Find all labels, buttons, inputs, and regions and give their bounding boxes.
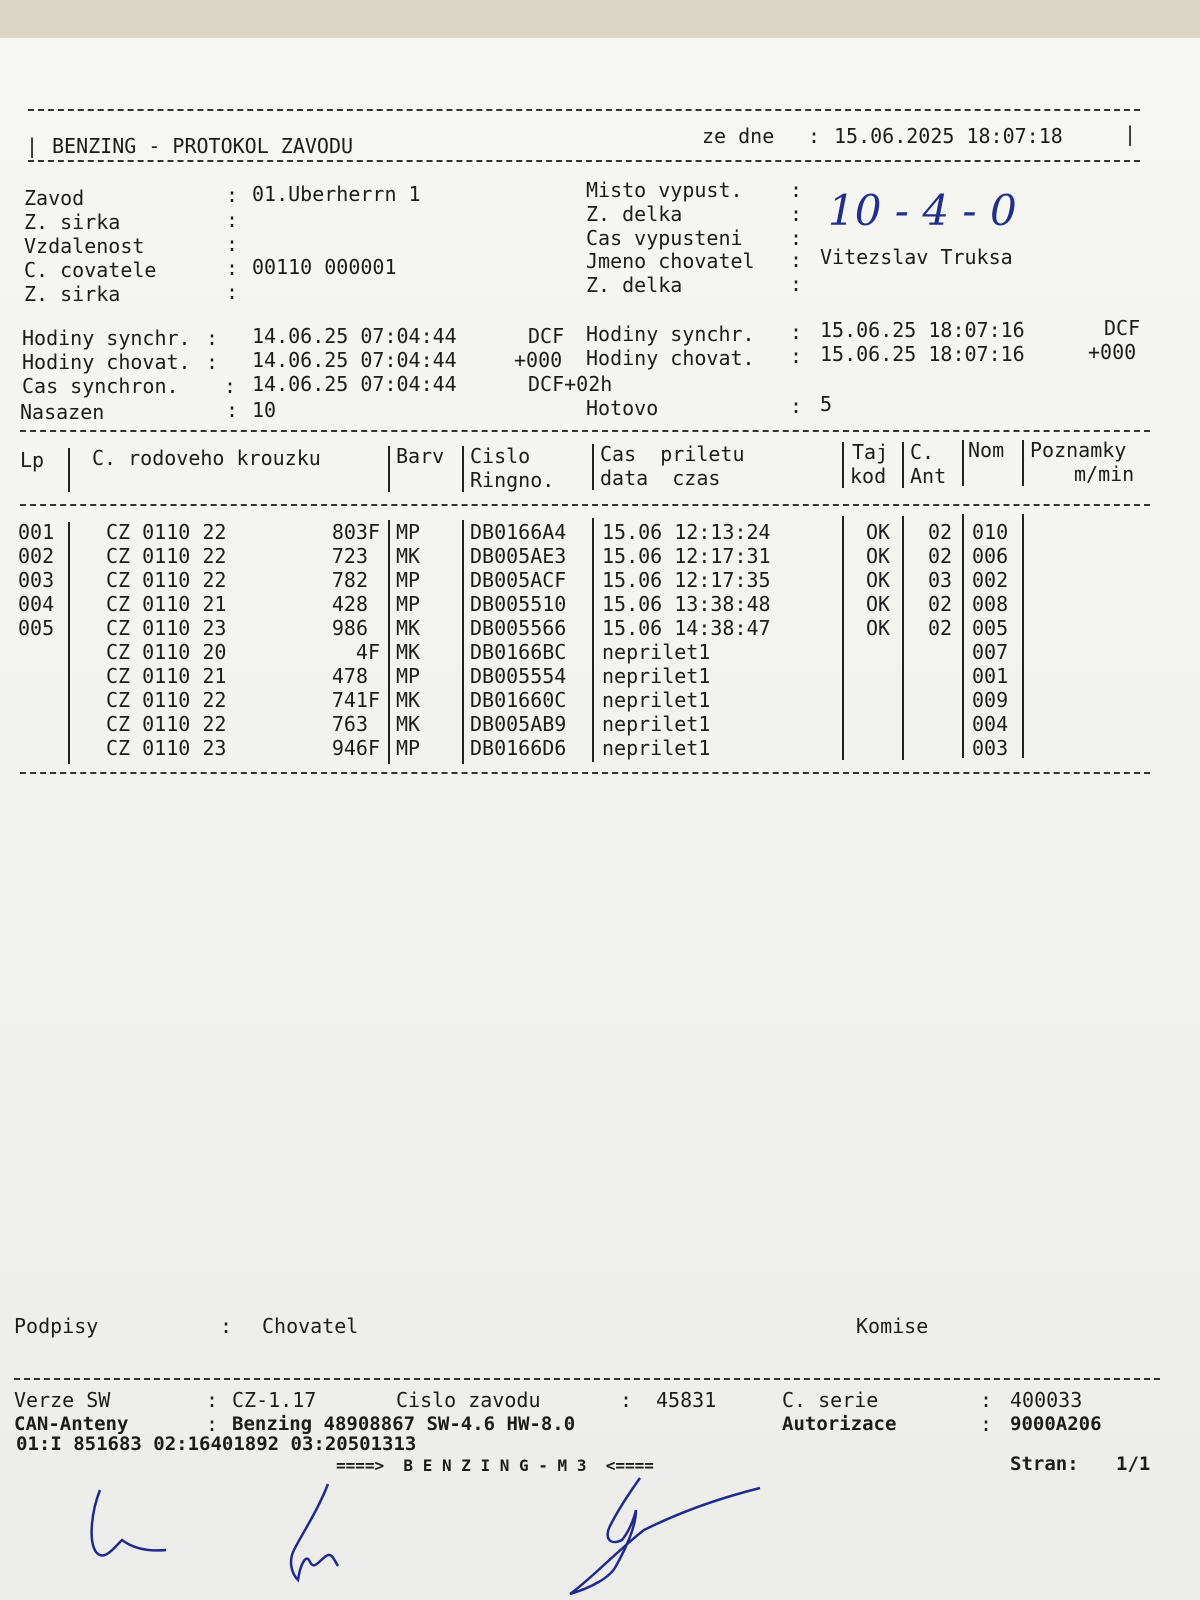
col-cas: Cas priletu	[600, 442, 745, 466]
info-label: C. covatele	[24, 258, 157, 282]
cell-ring-number: 803F	[331, 520, 380, 544]
col-nom: Nom	[968, 438, 1005, 462]
sync-extra: DCF	[1104, 316, 1141, 340]
footer-colon: :	[620, 1388, 633, 1412]
date-colon: :	[808, 124, 821, 148]
page-label: Stran:	[1010, 1453, 1079, 1475]
cell-nom: 009	[972, 688, 1009, 712]
footer-colon: :	[206, 1412, 219, 1436]
table-row	[0, 520, 1200, 544]
cell-nom: 002	[972, 568, 1009, 592]
cell-ring-number: 946F	[331, 736, 380, 760]
race-number-value: 45831	[656, 1388, 717, 1412]
col-cislo-sub: Ringno.	[470, 468, 555, 492]
cell-cas: neprilet1	[602, 640, 711, 664]
col-poznamky-sub: m/min	[1074, 462, 1135, 486]
cell-lp: 005	[18, 616, 55, 640]
commission-signature-label: Komise	[856, 1314, 929, 1338]
sync-colon: :	[790, 344, 803, 368]
signature-3	[570, 1478, 760, 1594]
cell-nom: 005	[972, 616, 1009, 640]
col-separator	[1022, 440, 1024, 486]
cell-cas: 15.06 12:17:31	[602, 544, 771, 568]
info-colon: :	[790, 202, 803, 226]
cell-cislo: DB005510	[470, 592, 567, 616]
divider	[14, 1378, 1160, 1380]
cell-ring-number: 782	[331, 568, 368, 592]
cell-cislo: DB005AB9	[470, 712, 567, 736]
col-separator	[462, 446, 464, 492]
table-row	[0, 592, 1200, 616]
cell-cas: neprilet1	[602, 736, 711, 760]
info-value: 01.Uberherrn 1	[252, 182, 421, 206]
race-number-label: Cislo zavodu	[396, 1388, 541, 1412]
col-cas-sub: data czas	[600, 466, 721, 490]
cell-barv: MP	[396, 568, 421, 592]
cell-lp: 004	[18, 592, 55, 616]
cell-cislo: DB01660C	[470, 688, 567, 712]
signature-2	[291, 1484, 338, 1580]
info-value: 00110 000001	[252, 255, 397, 279]
col-separator	[592, 444, 594, 490]
info-label: Z. sirka	[24, 282, 121, 306]
cell-cislo: DB005566	[470, 616, 567, 640]
cell-cislo: DB0166D6	[470, 736, 567, 760]
header-left-bar: |	[26, 134, 39, 158]
sync-label: Hodiny synchr.	[586, 322, 755, 346]
footer-colon: :	[980, 1388, 993, 1412]
info-label: Z. delka	[586, 202, 683, 226]
cell-ring: CZ 0110 22	[106, 568, 227, 592]
antenna-serials: 01:I 851683 02:16401892 03:20501313	[16, 1433, 417, 1455]
serial-value: 400033	[1010, 1388, 1083, 1412]
col-separator	[388, 446, 390, 492]
info-label: Z. delka	[586, 273, 683, 297]
cell-ring: CZ 0110 21	[106, 664, 227, 688]
sync-label: Hotovo	[586, 396, 659, 420]
cell-ring: CZ 0110 20	[106, 640, 227, 664]
sync-value: 14.06.25 07:04:44	[252, 372, 457, 396]
cell-barv: MK	[396, 544, 421, 568]
col-lp: Lp	[20, 448, 45, 472]
col-ant-sub: Ant	[910, 464, 947, 488]
info-label: Jmeno chovatel	[586, 249, 755, 273]
table-row	[0, 736, 1200, 760]
cell-taj: OK	[866, 544, 891, 568]
cell-ant: 02	[928, 616, 953, 640]
cell-cas: neprilet1	[602, 688, 711, 712]
can-antennas-label: CAN-Anteny	[14, 1413, 129, 1435]
cell-nom: 008	[972, 592, 1009, 616]
cell-barv: MK	[396, 712, 421, 736]
cell-ant: 02	[928, 592, 953, 616]
cell-ring-number: 478	[331, 664, 368, 688]
sync-colon: :	[790, 320, 803, 344]
cell-nom: 001	[972, 664, 1009, 688]
cell-ring: CZ 0110 22	[106, 520, 227, 544]
info-colon: :	[226, 232, 239, 256]
cell-ring-number: 723	[331, 544, 368, 568]
info-colon: :	[790, 248, 803, 272]
info-colon: :	[226, 256, 239, 280]
sync-label: Cas synchron.	[22, 374, 191, 398]
info-label: Z. sirka	[24, 210, 121, 234]
cell-ring: CZ 0110 22	[106, 688, 227, 712]
sync-label: Hodiny chovat.	[22, 350, 191, 374]
cell-cas: 15.06 14:38:47	[602, 616, 771, 640]
cell-barv: MP	[396, 520, 421, 544]
sync-value: 14.06.25 07:04:44	[252, 324, 457, 348]
cell-lp: 001	[18, 520, 55, 544]
authorization-label: Autorizace	[782, 1413, 897, 1435]
sync-extra: DCF+02h	[528, 372, 613, 396]
cell-ant: 02	[928, 520, 953, 544]
cell-barv: MP	[396, 736, 421, 760]
col-separator	[902, 442, 904, 488]
sw-version-label: Verze SW	[14, 1388, 111, 1412]
serial-label: C. serie	[782, 1388, 879, 1412]
cell-cas: neprilet1	[602, 664, 711, 688]
cell-ring-number: 4F	[355, 640, 380, 664]
cell-cislo: DB0166BC	[470, 640, 567, 664]
handwritten-signatures	[70, 1470, 830, 1600]
cell-taj: OK	[866, 592, 891, 616]
sync-colon: :	[224, 374, 237, 398]
divider	[28, 160, 1140, 162]
cell-ring-number: 763	[331, 712, 368, 736]
col-barv: Barv	[396, 444, 445, 468]
cell-nom: 007	[972, 640, 1009, 664]
sync-label: Hodiny chovat.	[586, 346, 755, 370]
cell-nom: 004	[972, 712, 1009, 736]
cell-nom: 006	[972, 544, 1009, 568]
col-taj: Taj	[852, 440, 889, 464]
info-label: Zavod	[24, 186, 85, 210]
sw-version-value: CZ-1.17	[232, 1388, 317, 1412]
cell-ring: CZ 0110 23	[106, 616, 227, 640]
sync-value: 15.06.25 18:07:16	[820, 342, 1025, 366]
breeder-signature-label: Chovatel	[262, 1314, 359, 1338]
cell-ring-number: 741F	[331, 688, 380, 712]
col-separator	[842, 442, 844, 488]
table-row	[0, 664, 1200, 688]
col-poznamky: Poznamky	[1030, 438, 1127, 462]
table-row	[0, 688, 1200, 712]
sync-extra: +000	[514, 348, 563, 372]
info-label: Cas vypusteni	[586, 226, 743, 250]
col-separator	[68, 448, 70, 492]
header-right-bar: |	[1124, 122, 1137, 146]
cell-barv: MP	[396, 664, 421, 688]
signatures-label: Podpisy	[14, 1314, 99, 1338]
col-cislo: Cislo	[470, 444, 531, 468]
date-label: ze dne	[702, 124, 775, 148]
cell-ring: CZ 0110 22	[106, 544, 227, 568]
col-ant: C.	[910, 440, 935, 464]
cell-lp: 002	[18, 544, 55, 568]
report-title: BENZING - PROTOKOL ZAVODU	[52, 134, 354, 158]
cell-taj: OK	[866, 568, 891, 592]
info-label: Vzdalenost	[24, 234, 145, 258]
info-colon: :	[790, 272, 803, 296]
cell-cas: 15.06 12:13:24	[602, 520, 771, 544]
divider	[28, 109, 1140, 111]
footer-colon: :	[206, 1388, 219, 1412]
report-date: 15.06.2025 18:07:18	[834, 124, 1063, 148]
col-separator	[962, 440, 964, 486]
authorization-value: 9000A206	[1010, 1413, 1102, 1435]
table-row	[0, 616, 1200, 640]
cell-taj: OK	[866, 520, 891, 544]
info-colon: :	[226, 183, 239, 207]
cell-ring: CZ 0110 23	[106, 736, 227, 760]
cell-cas: 15.06 12:17:35	[602, 568, 771, 592]
sync-value: 15.06.25 18:07:16	[820, 318, 1025, 342]
cell-ring: CZ 0110 21	[106, 592, 227, 616]
divider	[20, 430, 1150, 432]
sync-colon: :	[206, 326, 219, 350]
sync-value: 10	[252, 398, 277, 422]
footer-colon: :	[980, 1412, 993, 1436]
cell-nom: 003	[972, 736, 1009, 760]
info-colon: :	[226, 208, 239, 232]
cell-lp: 003	[18, 568, 55, 592]
cell-cas: neprilet1	[602, 712, 711, 736]
cell-cas: 15.06 13:38:48	[602, 592, 771, 616]
info-colon: :	[226, 280, 239, 304]
cell-cislo: DB0166A4	[470, 520, 567, 544]
page-number: 1/1	[1116, 1453, 1151, 1475]
cell-ring-number: 428	[331, 592, 368, 616]
sync-value: 14.06.25 07:04:44	[252, 348, 457, 372]
col-ring: C. rodoveho krouzku	[92, 446, 321, 470]
sync-label: Hodiny synchr.	[22, 326, 191, 350]
sync-colon: :	[790, 394, 803, 418]
sync-colon: :	[226, 398, 239, 422]
table-row	[0, 712, 1200, 736]
cell-ant: 03	[928, 568, 953, 592]
info-colon: :	[790, 178, 803, 202]
info-colon: :	[790, 226, 803, 250]
table-row	[0, 544, 1200, 568]
cell-cislo: DB005AE3	[470, 544, 567, 568]
breeder-name: Vitezslav Truksa	[820, 245, 1013, 269]
divider	[20, 504, 1150, 506]
cell-ring-number: 986	[331, 616, 368, 640]
handwritten-note: 10 - 4 - 0	[828, 186, 1017, 235]
col-taj-sub: kod	[850, 464, 887, 488]
sync-extra: +000	[1088, 340, 1137, 364]
divider	[20, 772, 1150, 774]
can-antennas-value: Benzing 48908867 SW-4.6 HW-8.0	[232, 1413, 576, 1435]
sync-label: Nasazen	[20, 400, 105, 424]
sync-colon: :	[206, 350, 219, 374]
cell-nom: 010	[972, 520, 1009, 544]
cell-barv: MK	[396, 616, 421, 640]
sync-extra: DCF	[528, 324, 565, 348]
cell-cislo: DB005554	[470, 664, 567, 688]
cell-barv: MK	[396, 640, 421, 664]
cell-ring: CZ 0110 22	[106, 712, 227, 736]
cell-barv: MP	[396, 592, 421, 616]
device-brand-line: ====> B E N Z I N G - M 3 <====	[336, 1456, 654, 1475]
info-label: Misto vypust.	[586, 178, 743, 202]
cell-barv: MK	[396, 688, 421, 712]
table-row	[0, 568, 1200, 592]
cell-cislo: DB005ACF	[470, 568, 567, 592]
signatures-colon: :	[220, 1314, 233, 1338]
table-row	[0, 640, 1200, 664]
sync-value: 5	[820, 392, 833, 416]
signature-1	[92, 1490, 166, 1555]
cell-taj: OK	[866, 616, 891, 640]
cell-ant: 02	[928, 544, 953, 568]
